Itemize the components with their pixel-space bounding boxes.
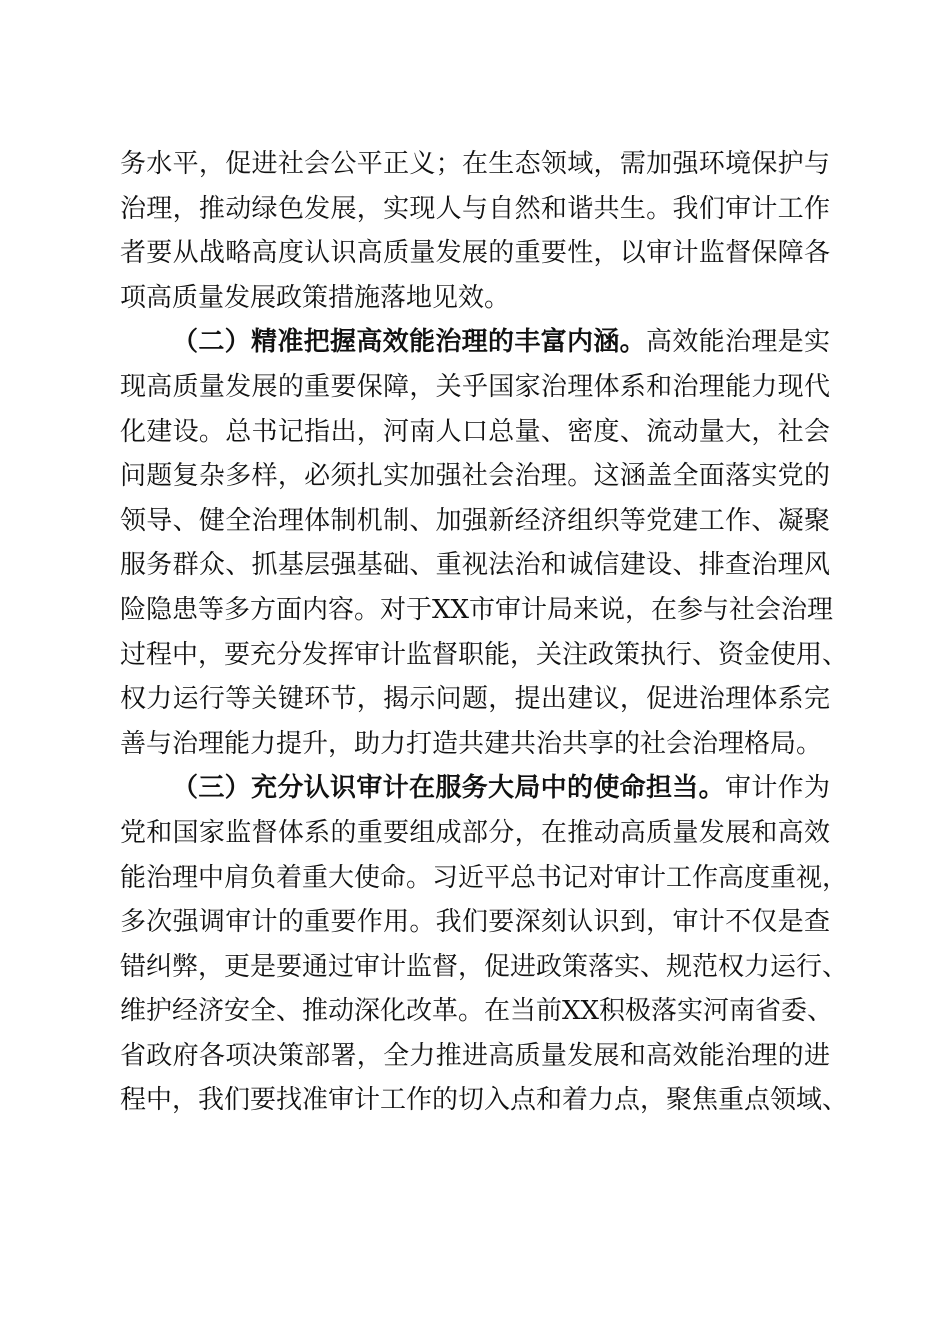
- text-line: 党和国家监督体系的重要组成部分，在推动高质量发展和高效: [120, 817, 830, 848]
- text-line: 错纠弊，更是要通过审计监督，促进政策落实、规范权力运行、: [120, 951, 849, 982]
- text-line: 险隐患等多方面内容。对于XX市审计局来说，在参与社会治理: [120, 594, 834, 625]
- text-run: 审计作为: [724, 773, 830, 804]
- text-line: 过程中，要充分发挥审计监督职能，关注政策执行、资金使用、: [120, 639, 849, 670]
- paragraph-3: [120, 766, 849, 1123]
- text-line: 善与治理能力提升，助力打造共建共治共享的社会治理格局。: [120, 728, 823, 759]
- text-line: 问题复杂多样，必须扎实加强社会治理。这涵盖全面落实党的: [120, 461, 830, 492]
- section-heading: （三）充分认识审计在服务大局中的使命担当。: [172, 773, 725, 804]
- text-line: 权力运行等关键环节，揭示问题，提出建议，促进治理体系完: [120, 684, 830, 715]
- text-line: 省政府各项决策部署，全力推进高质量发展和高效能治理的进: [120, 1040, 830, 1071]
- document-body: [120, 142, 849, 1123]
- paragraph-1: [120, 142, 830, 320]
- text-line: [120, 320, 830, 365]
- text-line: 者要从战略高度认识高质量发展的重要性，以审计监督保障各: [120, 238, 830, 269]
- text-line: 多次强调审计的重要作用。我们要深刻认识到，审计不仅是查: [120, 907, 830, 938]
- section-heading: （二）精准把握高效能治理的丰富内涵。: [172, 327, 646, 358]
- text-run: 高效能治理是实: [645, 327, 830, 358]
- paragraph-2: [120, 320, 849, 766]
- text-line: 领导、健全治理体制机制、加强新经济组织等党建工作、凝聚: [120, 505, 830, 536]
- text-line: 能治理中肩负着重大使命。习近平总书记对审计工作高度重视，: [120, 862, 849, 893]
- text-line: 现高质量发展的重要保障，关乎国家治理体系和治理能力现代: [120, 371, 830, 402]
- text-line: 程中，我们要找准审计工作的切入点和着力点，聚焦重点领域、: [120, 1085, 849, 1116]
- text-line: 治理，推动绿色发展，实现人与自然和谐共生。我们审计工作: [120, 193, 830, 224]
- text-line: 务水平，促进社会公平正义；在生态领域，需加强环境保护与: [120, 149, 830, 179]
- text-line: 化建设。总书记指出，河南人口总量、密度、流动量大，社会: [120, 416, 830, 447]
- text-line: 维护经济安全、推动深化改革。在当前XX积极落实河南省委、: [120, 996, 834, 1027]
- text-line: 服务群众、抓基层强基础、重视法治和诚信建设、排查治理风: [120, 550, 830, 581]
- text-line: [120, 766, 830, 811]
- text-line: 项高质量发展政策措施落地见效。: [120, 282, 511, 313]
